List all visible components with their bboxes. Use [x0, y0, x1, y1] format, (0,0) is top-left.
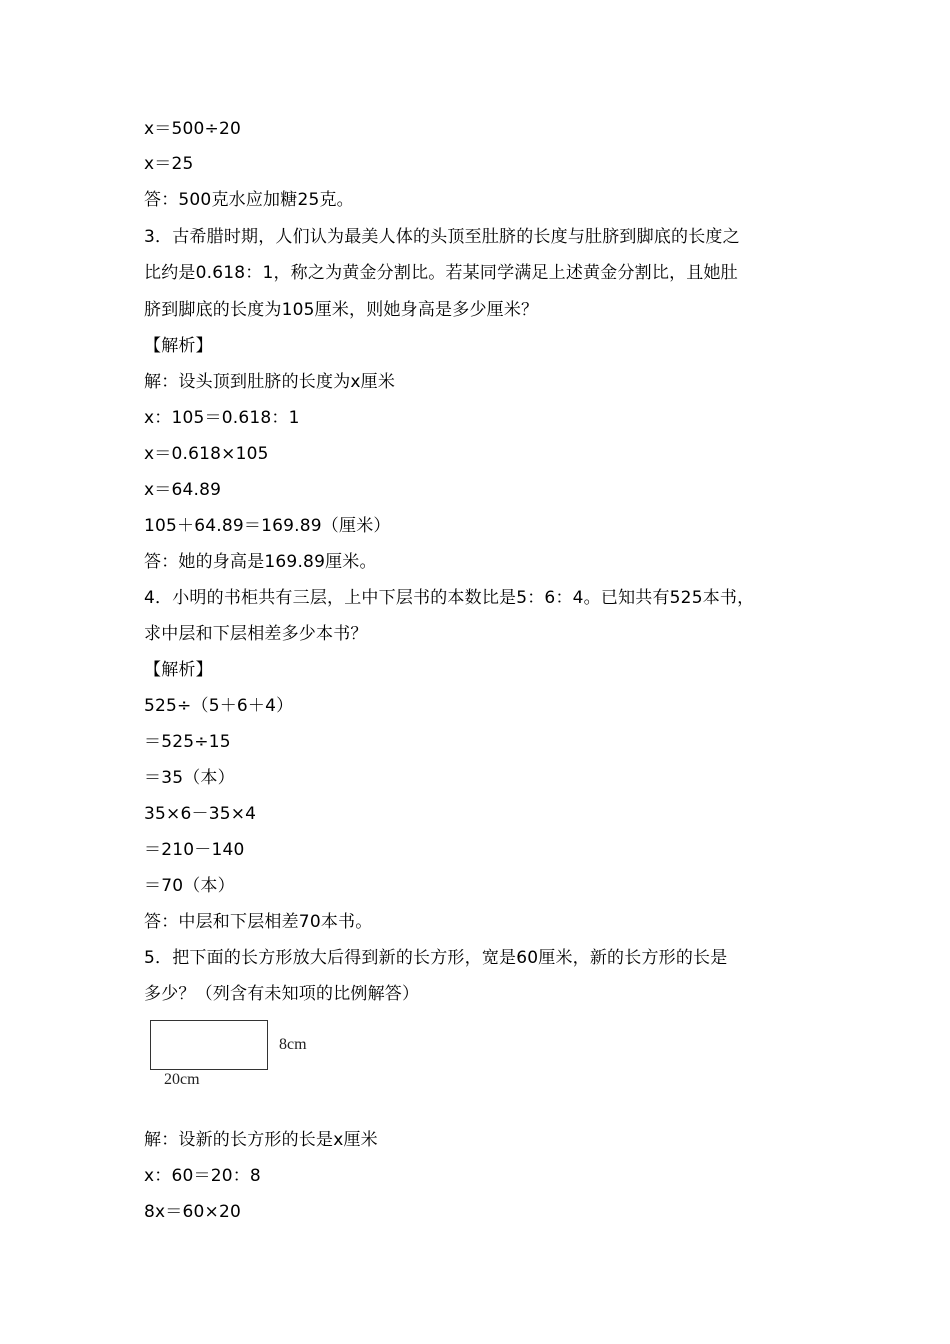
rectangle-height-label: 8cm	[279, 1036, 307, 1053]
text-line: 答：她的身高是169.89厘米。	[144, 552, 377, 572]
text-line: 【解析】	[144, 660, 213, 680]
text-line: 525÷（5＋6＋4）	[144, 696, 294, 716]
text-line: 35×6－35×4	[144, 804, 257, 824]
text-line: 答：中层和下层相差70本书。	[144, 912, 373, 932]
text-line: ＝35（本）	[144, 768, 235, 788]
solution-line: x：60＝20：8	[144, 1166, 261, 1186]
solution-line: 解：设新的长方形的长是x厘米	[144, 1130, 378, 1150]
text-line: 【解析】	[144, 336, 213, 356]
text-line: x＝0.618×105	[144, 444, 269, 464]
text-line: 3．古希腊时期，人们认为最美人体的头顶至肚脐的长度与肚脐到脚底的长度之	[144, 227, 740, 247]
text-line: ＝70（本）	[144, 876, 235, 896]
rectangle-width-label: 20cm	[164, 1071, 200, 1088]
text-line: x＝500÷20	[144, 119, 241, 139]
text-line: 比约是0.618：1，称之为黄金分割比。若某同学满足上述黄金分割比，且她肚	[144, 263, 738, 283]
text-line: 脐到脚底的长度为105厘米，则她身高是多少厘米？	[144, 300, 539, 320]
text-line: 4．小明的书柜共有三层，上中下层书的本数比是5：6：4。已知共有525本书，	[144, 588, 755, 608]
text-line: ＝525÷15	[144, 732, 231, 752]
text-line: 答：500克水应加糖25克。	[144, 190, 354, 210]
text-line: x＝25	[144, 154, 194, 174]
text-line: 105＋64.89＝169.89（厘米）	[144, 516, 391, 536]
text-line: x＝64.89	[144, 480, 222, 500]
rectangle-figure	[150, 1020, 268, 1070]
text-line: 多少？（列含有未知项的比例解答）	[144, 984, 420, 1004]
text-line: 求中层和下层相差多少本书？	[144, 624, 368, 644]
text-line: 5．把下面的长方形放大后得到新的长方形，宽是60厘米，新的长方形的长是	[144, 948, 728, 968]
text-line: ＝210－140	[144, 840, 245, 860]
text-line: x：105＝0.618：1	[144, 408, 300, 428]
text-line: 解：设头顶到肚脐的长度为x厘米	[144, 372, 396, 392]
solution-line: 8x＝60×20	[144, 1202, 241, 1222]
